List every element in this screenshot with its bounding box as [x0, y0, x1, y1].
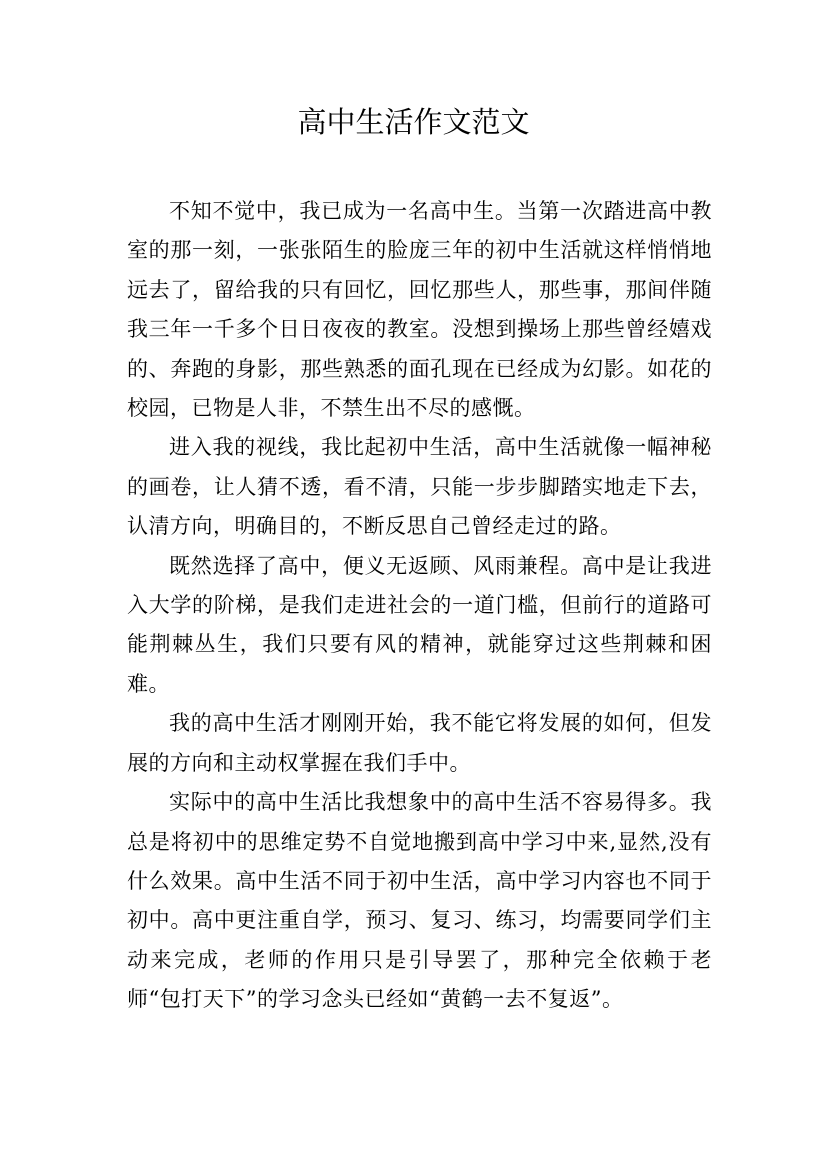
paragraph-1: 不知不觉中，我已成为一名高中生。当第一次踏进高中教室的那一刻，一张张陌生的脸庞三年的初中生活就这样悄悄地远去了，留给我的只有回忆，回忆那些人，那些事，那间伴随我三年一千多个日日夜夜的教室。没想到操场上那些曾经嬉戏的、奔跑的身影，那些熟悉的面孔现在已经成为幻影。如花的校园，已物是人非，不禁生出不尽的感慨。 [127, 199, 712, 421]
paragraph-4: 我的高中生活才刚刚开始，我不能它将发展的如何，但发展的方向和主动权掌握在我们手中。 [127, 711, 712, 775]
paragraph-5: 实际中的高中生活比我想象中的高中生活不容易得多。我总是将初中的思维定势不自觉地搬到高中学习中来,显然,没有什么效果。高中生活不同于初中生活，高中学习内容也不同于初中。高中更注重自学，预习、复习、练习，均需要同学们主动来完成，老师的作用只是引导罢了，那种完全依赖于老师“包打天下”的学习念头已经如“黄鹤一去不复返”。 [127, 790, 712, 1012]
paragraph-2: 进入我的视线，我比起初中生活，高中生活就像一幅神秘的画卷，让人猜不透，看不清，只能一步步脚踏实地走下去，认清方向，明确目的，不断反思自己曾经走过的路。 [127, 435, 712, 539]
paragraph-3: 既然选择了高中，便义无返顾、风雨兼程。高中是让我进入大学的阶梯，是我们走进社会的一道门槛，但前行的道路可能荆棘丛生，我们只要有风的精神，就能穿过这些荆棘和困难。 [127, 553, 712, 696]
document-title: 高中生活作文范文 [297, 105, 530, 139]
document-body [127, 192, 712, 1020]
